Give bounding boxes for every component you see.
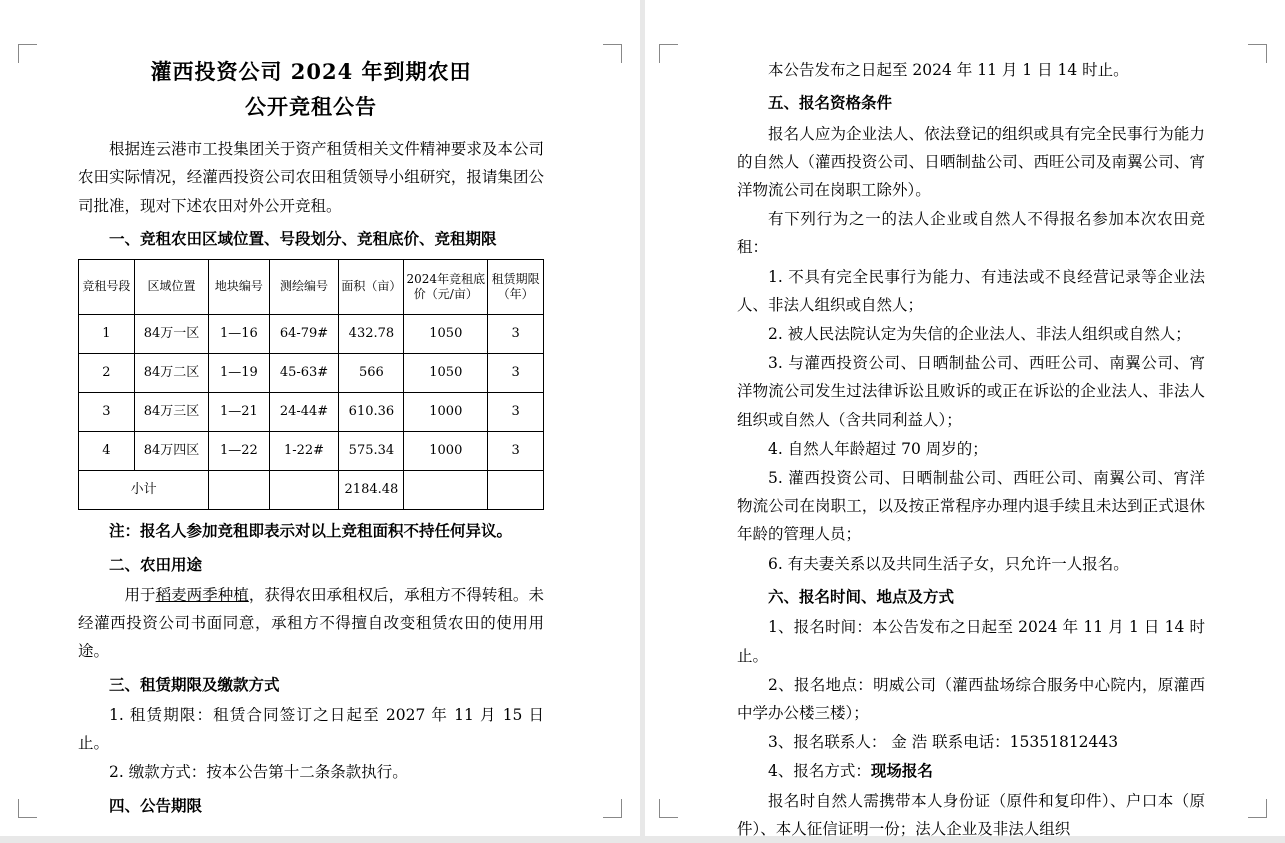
table-cell: 64-79#	[269, 315, 339, 354]
table-cell: 3	[488, 315, 544, 354]
table-cell: 3	[488, 432, 544, 471]
crop-mark-top-right	[603, 44, 622, 63]
table-note: 注：报名人参加竞租即表示对以上竞租面积不持任何异议。	[109, 521, 513, 541]
document-title-line1: 灌西投资公司 2024 年到期农田	[150, 59, 472, 84]
section-5-paragraph-1: 报名人应为企业法人、依法登记的组织或具有完全民事行为能力的自然人（灌西投资公司、日晒制盐公司、西旺公司及南翼公司、宵洋物流公司在岗职工除外）。	[737, 124, 1205, 200]
table-cell: 432.78	[339, 315, 404, 354]
table-cell: 45-63#	[269, 354, 339, 393]
document-title-line2: 公开竞租公告	[245, 93, 377, 119]
section-5-item-3: 3. 与灌西投资公司、日晒制盐公司、西旺公司、南翼公司、宵洋物流公司发生过法律诉讼且败诉的或正在诉讼的企业法人、非法人组织或自然人（含共同利益人）；	[737, 354, 1205, 429]
table-cell: 1050	[404, 354, 488, 393]
section-5-item-2: 2. 被人民法院认定为失信的企业法人、非法人组织或自然人；	[768, 325, 1191, 344]
table-cell: 3	[79, 393, 135, 432]
section-2-paragraph	[78, 581, 544, 666]
table-row	[79, 393, 544, 432]
table-cell: 610.36	[339, 393, 404, 432]
table-cell-empty	[404, 471, 488, 510]
table-total-row	[79, 471, 544, 510]
table-cell: 1	[79, 315, 135, 354]
table-cell: 3	[488, 393, 544, 432]
table-header-cell: 测绘编号	[269, 260, 339, 315]
table-cell: 84万三区	[134, 393, 208, 432]
section-6-heading: 六、报名时间、地点及方式	[768, 586, 955, 606]
table-cell-empty	[488, 471, 544, 510]
section-4-heading: 四、公告期限	[109, 795, 203, 815]
table-header-cell: 面积（亩）	[339, 260, 404, 315]
section-5-item-1: 1. 不具有完全民事行为能力、有违法或不良经营记录等企业法人、非法人组织或自然人；	[737, 267, 1205, 314]
intro-paragraph: 根据连云港市工投集团关于资产租赁相关文件精神要求及本公司农田实际情况，经灌西投资公司农田租赁领导小组研究，报请集团公司批准，现对下述农田对外公开竞租。	[78, 140, 544, 215]
table-header-cell: 竞租号段	[79, 260, 135, 315]
table-cell: 1—22	[209, 432, 269, 471]
bid-table-head	[79, 260, 544, 315]
table-cell-empty	[209, 471, 269, 510]
section-5-paragraph-2: 有下列行为之一的法人企业或自然人不得报名参加本次农田竞租：	[737, 210, 1205, 257]
section-5-heading: 五、报名资格条件	[768, 93, 893, 113]
section-6-item-1: 1、报名时间：本公告发布之日起至 2024 年 11 月 1 日 14 时止。	[737, 618, 1205, 665]
section-4-text: 本公告发布之日起至 2024 年 11 月 1 日 14 时止。	[768, 61, 1129, 79]
section-6-item-4-value: 现场报名	[870, 761, 933, 781]
table-cell: 1000	[404, 432, 488, 471]
table-cell: 24-44#	[269, 393, 339, 432]
section-6-paragraph: 报名时自然人需携带本人身份证（原件和复印件）、户口本（原件）、本人征信证明一份；法人企业及非法人组织	[737, 791, 1205, 838]
table-cell: 1000	[404, 393, 488, 432]
section-5-item-6: 6. 有夫妻关系以及共同生活子女，只允许一人报名。	[768, 554, 1129, 573]
table-cell: 1—19	[209, 354, 269, 393]
section-2-text-post: ，获得农田承租权后，承租方不得转租。未经灌西投资公司书面同意，承租方不得擅自改变租赁农田的使用用途。	[78, 586, 544, 661]
section-6-item-3: 3、报名联系人： 金 浩 联系电话：15351812443	[768, 733, 1119, 752]
table-cell: 84万二区	[134, 354, 208, 393]
section-3-item-1: 1. 租赁期限：租赁合同签订之日起至 2027 年 11 月 15 日止。	[78, 706, 544, 753]
table-row	[79, 315, 544, 354]
page-left	[0, 0, 640, 836]
table-cell: 566	[339, 354, 404, 393]
section-2-text-underlined: 稻麦两季种植	[155, 586, 249, 605]
crop-mark-top-left	[659, 44, 678, 63]
crop-mark-bottom-left	[659, 799, 678, 818]
section-6-item-2: 2、报名地点：明威公司（灌西盐场综合服务中心院内，原灌西中学办公楼三楼）；	[737, 675, 1205, 722]
table-cell: 575.34	[339, 432, 404, 471]
table-cell: 3	[488, 354, 544, 393]
table-header-cell: 地块编号	[209, 260, 269, 315]
table-cell: 1—16	[209, 315, 269, 354]
crop-mark-top-left	[18, 44, 37, 63]
section-6-item-4-label: 4、报名方式：	[768, 762, 871, 781]
table-row	[79, 432, 544, 471]
crop-mark-bottom-left	[18, 799, 37, 818]
section-3-item-2: 2. 缴款方式：按本公告第十二条条款执行。	[109, 763, 408, 782]
table-cell: 84万一区	[134, 315, 208, 354]
table-cell: 4	[79, 432, 135, 471]
section-1-heading: 一、竞租农田区域位置、号段划分、竞租底价、竞租期限	[109, 228, 497, 248]
table-total-area: 2184.48	[339, 471, 404, 510]
table-cell: 1-22#	[269, 432, 339, 471]
table-cell: 1—21	[209, 393, 269, 432]
crop-mark-bottom-right	[1248, 799, 1267, 818]
table-cell: 2	[79, 354, 135, 393]
bid-table	[78, 259, 544, 510]
table-header-cell: 2024年竞租底价（元/亩）	[404, 260, 488, 315]
page-right	[645, 0, 1285, 836]
section-5-item-4: 4. 自然人年龄超过 70 周岁的；	[768, 439, 988, 458]
table-header-cell: 租赁期限（年）	[488, 260, 544, 315]
section-6-item-4	[737, 757, 1205, 785]
crop-mark-top-right	[1248, 44, 1267, 63]
table-row	[79, 354, 544, 393]
table-header-cell: 区域位置	[134, 260, 208, 315]
table-cell: 84万四区	[134, 432, 208, 471]
table-header-row	[79, 260, 544, 315]
table-total-label: 小计	[79, 471, 209, 510]
section-2-text-pre: 用于	[124, 586, 156, 605]
section-5-item-5: 5. 灌西投资公司、日晒制盐公司、西旺公司、南翼公司、宵洋物流公司在岗职工，以及按正常程序办理内退手续且未达到正式退休年龄的管理人员；	[737, 469, 1205, 544]
crop-mark-bottom-right	[603, 799, 622, 818]
bid-table-body	[79, 315, 544, 510]
table-cell-empty	[269, 471, 339, 510]
section-3-heading: 三、租赁期限及缴款方式	[109, 674, 280, 694]
section-2-heading: 二、农田用途	[109, 554, 203, 574]
table-cell: 1050	[404, 315, 488, 354]
